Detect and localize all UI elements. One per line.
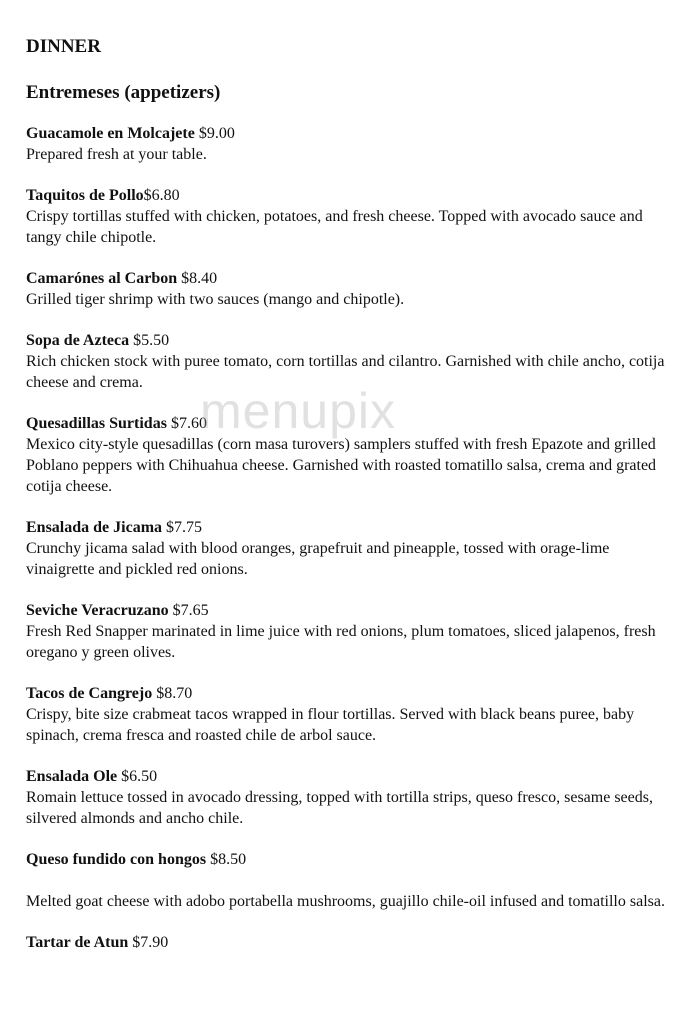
menu-item-description: Grilled tiger shrimp with two sauces (mango and chipotle). xyxy=(26,291,405,308)
menu-item-description: Crunchy jicama salad with blood oranges, grapefruit and pineapple, tossed with orage-lime vinaigrette and pickled red onions. xyxy=(26,540,610,578)
menu-item-title xyxy=(26,932,666,953)
menu-item-price: $6.50 xyxy=(117,768,158,785)
menu-item-title xyxy=(26,330,666,351)
menu-item-name: Taquitos de Pollo xyxy=(26,187,144,204)
menu-item xyxy=(26,123,666,165)
menu-item-name: Camarónes al Carbon xyxy=(26,270,178,287)
menu-item xyxy=(26,413,666,497)
menu-item xyxy=(26,330,666,393)
menu-item-description: Crispy, bite size crabmeat tacos wrapped in flour tortillas. Served with black beans puree, baby spinach, crema fresca and roasted chile de arbol sauce. xyxy=(26,706,635,744)
menu-item-title xyxy=(26,268,666,289)
menu-item xyxy=(26,185,666,248)
menu-page xyxy=(26,36,666,973)
menu-item-price: $5.50 xyxy=(129,332,170,349)
menu-item-description: Fresh Red Snapper marinated in lime juice with red onions, plum tomatoes, sliced jalapenos, fresh oregano y green olives. xyxy=(26,623,656,661)
menu-item-price: $7.90 xyxy=(128,934,169,951)
menu-item-title xyxy=(26,766,666,787)
menu-item-title xyxy=(26,517,666,538)
menu-item xyxy=(26,932,666,953)
menu-item-price: $6.80 xyxy=(143,187,180,204)
menu-title: DINNER xyxy=(26,36,101,57)
menu-item-price: $7.75 xyxy=(162,519,203,536)
menu-item-title xyxy=(26,683,666,704)
menu-item-name: Quesadillas Surtidas xyxy=(26,415,167,432)
menu-item-name: Ensalada de Jicama xyxy=(26,519,163,536)
menu-item-name: Sopa de Azteca xyxy=(26,332,130,349)
menu-item-title xyxy=(26,849,666,870)
menu-item-title xyxy=(26,413,666,434)
menu-item xyxy=(26,683,666,746)
menu-item xyxy=(26,268,666,310)
menu-item-name: Tartar de Atun xyxy=(26,934,129,951)
menu-item-description: Mexico city-style quesadillas (corn masa turovers) samplers stuffed with fresh Epazote and grilled Poblano peppers with Chihuahua cheese. Garnished with roasted tomatillo salsa, crema and grated cotija cheese. xyxy=(26,436,657,495)
menu-item-name: Seviche Veracruzano xyxy=(26,602,169,619)
menu-item xyxy=(26,517,666,580)
menu-item-title xyxy=(26,123,666,144)
menu-item-title xyxy=(26,600,666,621)
section-heading: Entremeses (appetizers) xyxy=(26,82,221,103)
menu-item xyxy=(26,849,666,912)
menu-item-description: Prepared fresh at your table. xyxy=(26,146,207,163)
menu-item-price: $9.00 xyxy=(194,125,235,142)
menu-item-description: Romain lettuce tossed in avocado dressing, topped with tortilla strips, queso fresco, sesame seeds, silvered almonds and ancho chile. xyxy=(26,789,653,827)
menu-item xyxy=(26,600,666,663)
menu-item-name: Guacamole en Molcajete xyxy=(26,125,195,142)
watermark-logo: menupix xyxy=(200,383,396,439)
menu-item-title xyxy=(26,185,666,206)
menu-item-name: Ensalada Ole xyxy=(26,768,118,785)
menu-item-description: Crispy tortillas stuffed with chicken, potatoes, and fresh cheese. Topped with avocado sauce and tangy chile chipotle. xyxy=(26,208,643,246)
menu-item-name: Tacos de Cangrejo xyxy=(26,685,153,702)
menu-item-price: $8.40 xyxy=(177,270,218,287)
menu-item xyxy=(26,766,666,829)
menu-item-name: Queso fundido con hongos xyxy=(26,851,207,868)
menu-item-price: $8.50 xyxy=(206,851,247,868)
menu-item-description: Rich chicken stock with puree tomato, corn tortillas and cilantro. Garnished with chile ancho, cotija cheese and crema. xyxy=(26,353,665,391)
menu-items-list xyxy=(26,123,666,953)
menu-item-price: $7.65 xyxy=(168,602,209,619)
menu-item-price: $8.70 xyxy=(152,685,193,702)
menu-item-price: $7.60 xyxy=(166,415,207,432)
menu-item-description: Melted goat cheese with adobo portabella mushrooms, guajillo chile-oil infused and tomatillo salsa. xyxy=(26,893,665,910)
